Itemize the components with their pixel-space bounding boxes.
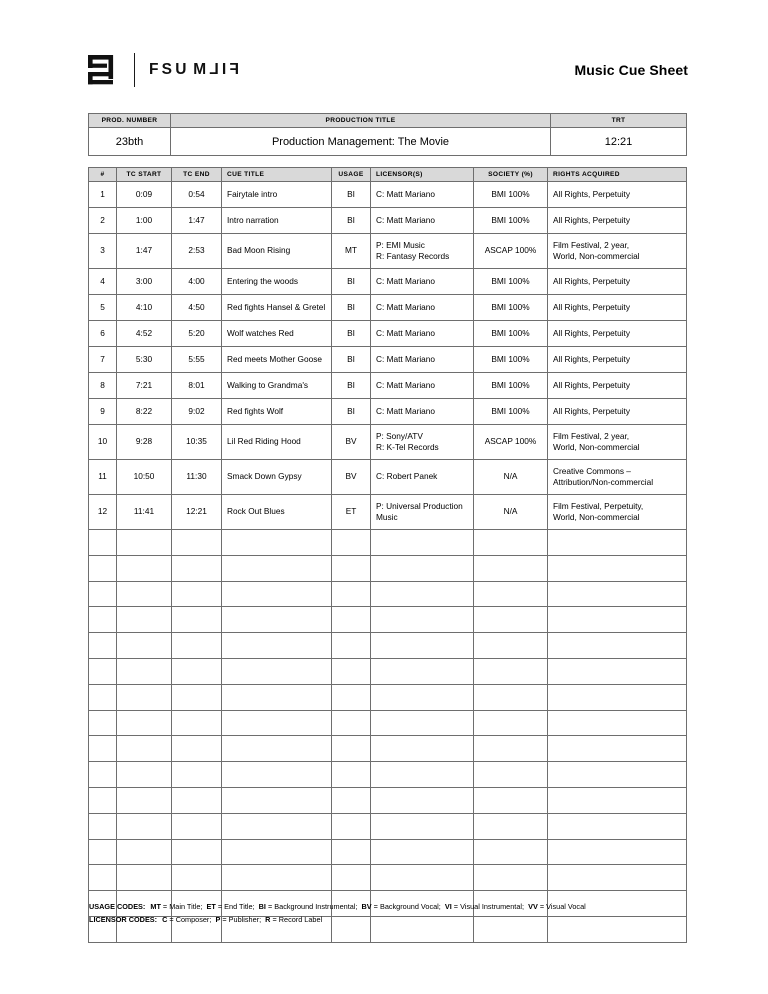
cell-cue-title: Walking to Grandma's bbox=[222, 373, 332, 399]
cell-tc-start: 7:21 bbox=[117, 373, 172, 399]
cell-licensors bbox=[371, 813, 474, 839]
cell-row-number bbox=[89, 710, 117, 736]
cell-row-number bbox=[89, 555, 117, 581]
cell-licensors: C: Matt Mariano bbox=[371, 373, 474, 399]
cell-rights-acquired bbox=[548, 555, 687, 581]
cell-row-number bbox=[89, 839, 117, 865]
code-desc: = Record Label bbox=[270, 914, 323, 924]
cell-usage bbox=[332, 762, 371, 788]
table-row[interactable] bbox=[89, 347, 687, 373]
cell-licensors: C: Robert Panek bbox=[371, 460, 474, 495]
cell-tc-start bbox=[117, 555, 172, 581]
cell-licensors bbox=[371, 736, 474, 762]
cue-table-header-row bbox=[89, 168, 687, 182]
table-row-empty[interactable] bbox=[89, 839, 687, 865]
table-row-empty[interactable] bbox=[89, 658, 687, 684]
cell-cue-title bbox=[222, 607, 332, 633]
table-row-empty[interactable] bbox=[89, 762, 687, 788]
usage-codes-label: USAGE CODES: bbox=[89, 902, 146, 911]
cell-cue-title: Red fights Hansel & Gretel bbox=[222, 295, 332, 321]
col-rights-acquired: RIGHTS ACQUIRED bbox=[548, 168, 687, 182]
usage-codes-items bbox=[150, 902, 585, 911]
cell-tc-end: 11:30 bbox=[172, 460, 222, 495]
col-prod-number: PROD. NUMBER bbox=[89, 114, 171, 128]
cell-licensors: P: Sony/ATV R: K-Tel Records bbox=[371, 425, 474, 460]
cell-usage: BI bbox=[332, 182, 371, 208]
cell-tc-start bbox=[117, 710, 172, 736]
cell-tc-start bbox=[117, 684, 172, 710]
cell-cue-title bbox=[222, 839, 332, 865]
cell-usage: BI bbox=[332, 373, 371, 399]
cell-usage bbox=[332, 581, 371, 607]
cell-usage bbox=[332, 813, 371, 839]
cell-society: ASCAP 100% bbox=[474, 234, 548, 269]
cell-row-number: 9 bbox=[89, 399, 117, 425]
cell-rights-acquired: All Rights, Perpetuity bbox=[548, 399, 687, 425]
cell-licensors bbox=[371, 762, 474, 788]
table-row-empty[interactable] bbox=[89, 684, 687, 710]
cell-licensors: C: Matt Mariano bbox=[371, 399, 474, 425]
usage-codes-line bbox=[89, 901, 689, 914]
cell-rights-acquired bbox=[548, 736, 687, 762]
cell-usage: MT bbox=[332, 234, 371, 269]
cell-rights-acquired: All Rights, Perpetuity bbox=[548, 208, 687, 234]
production-info-table bbox=[88, 113, 687, 156]
cell-usage: BI bbox=[332, 399, 371, 425]
cell-society: BMI 100% bbox=[474, 208, 548, 234]
production-header-row bbox=[89, 114, 687, 128]
cell-usage bbox=[332, 658, 371, 684]
cell-society: BMI 100% bbox=[474, 269, 548, 295]
cell-rights-acquired: All Rights, Perpetuity bbox=[548, 295, 687, 321]
cell-tc-end bbox=[172, 633, 222, 659]
table-row-empty[interactable] bbox=[89, 787, 687, 813]
cell-tc-start bbox=[117, 839, 172, 865]
document-header bbox=[88, 46, 688, 94]
production-value-row bbox=[89, 128, 687, 156]
cell-row-number bbox=[89, 813, 117, 839]
code-bi: BI bbox=[258, 902, 266, 911]
cell-usage bbox=[332, 839, 371, 865]
cell-rights-acquired: All Rights, Perpetuity bbox=[548, 321, 687, 347]
cell-society bbox=[474, 684, 548, 710]
cell-society bbox=[474, 658, 548, 684]
cell-tc-end: 5:55 bbox=[172, 347, 222, 373]
table-row-empty[interactable] bbox=[89, 813, 687, 839]
cell-row-number: 4 bbox=[89, 269, 117, 295]
cell-row-number: 8 bbox=[89, 373, 117, 399]
cell-tc-start: 4:52 bbox=[117, 321, 172, 347]
cell-cue-title: Smack Down Gypsy bbox=[222, 460, 332, 495]
table-row-empty[interactable] bbox=[89, 710, 687, 736]
table-row[interactable] bbox=[89, 269, 687, 295]
table-row[interactable] bbox=[89, 495, 687, 530]
cell-usage bbox=[332, 555, 371, 581]
code-mt: MT bbox=[150, 902, 161, 911]
cell-licensors: C: Matt Mariano bbox=[371, 269, 474, 295]
cell-tc-end bbox=[172, 555, 222, 581]
cell-row-number bbox=[89, 530, 117, 556]
cell-tc-start: 9:28 bbox=[117, 425, 172, 460]
cell-row-number: 2 bbox=[89, 208, 117, 234]
cell-tc-end: 5:20 bbox=[172, 321, 222, 347]
cell-society: BMI 100% bbox=[474, 321, 548, 347]
cell-society: BMI 100% bbox=[474, 399, 548, 425]
cell-society: N/A bbox=[474, 495, 548, 530]
licensor-codes-label: LICENSOR CODES: bbox=[89, 914, 158, 924]
table-row-empty[interactable] bbox=[89, 530, 687, 556]
cell-cue-title bbox=[222, 762, 332, 788]
table-row-empty[interactable] bbox=[89, 633, 687, 659]
cell-cue-title: Entering the woods bbox=[222, 269, 332, 295]
col-usage: USAGE bbox=[332, 168, 371, 182]
cell-rights-acquired: Film Festival, Perpetuity, World, Non-commercial bbox=[548, 495, 687, 530]
cell-society bbox=[474, 762, 548, 788]
cell-cue-title bbox=[222, 787, 332, 813]
cell-cue-title bbox=[222, 658, 332, 684]
cell-cue-title: Bad Moon Rising bbox=[222, 234, 332, 269]
table-row[interactable] bbox=[89, 234, 687, 269]
cell-usage bbox=[332, 865, 371, 891]
cell-row-number: 6 bbox=[89, 321, 117, 347]
cell-cue-title bbox=[222, 633, 332, 659]
cell-licensors bbox=[371, 787, 474, 813]
cell-row-number bbox=[89, 607, 117, 633]
cell-tc-start bbox=[117, 658, 172, 684]
cell-rights-acquired bbox=[548, 530, 687, 556]
cell-society: BMI 100% bbox=[474, 182, 548, 208]
cell-society bbox=[474, 555, 548, 581]
cell-society: ASCAP 100% bbox=[474, 425, 548, 460]
cell-tc-start: 8:22 bbox=[117, 399, 172, 425]
cell-row-number: 11 bbox=[89, 460, 117, 495]
cell-tc-end: 10:35 bbox=[172, 425, 222, 460]
cell-cue-title bbox=[222, 684, 332, 710]
cell-licensors bbox=[371, 684, 474, 710]
cell-cue-title bbox=[222, 581, 332, 607]
code-desc: = Main Title; bbox=[160, 902, 207, 911]
cell-cue-title: Lil Red Riding Hood bbox=[222, 425, 332, 460]
cell-tc-start bbox=[117, 607, 172, 633]
col-tc-start: TC START bbox=[117, 168, 172, 182]
cell-row-number bbox=[89, 633, 117, 659]
cell-society bbox=[474, 607, 548, 633]
licensor-codes-line bbox=[89, 914, 689, 927]
cell-usage bbox=[332, 607, 371, 633]
col-row-number: # bbox=[89, 168, 117, 182]
cell-tc-end bbox=[172, 710, 222, 736]
cell-rights-acquired: All Rights, Perpetuity bbox=[548, 269, 687, 295]
cell-row-number bbox=[89, 787, 117, 813]
cell-society bbox=[474, 813, 548, 839]
cell-society bbox=[474, 581, 548, 607]
cell-licensors: C: Matt Mariano bbox=[371, 182, 474, 208]
brand-divider bbox=[134, 53, 135, 87]
col-trt: TRT bbox=[551, 114, 687, 128]
cell-licensors bbox=[371, 865, 474, 891]
cell-cue-title bbox=[222, 555, 332, 581]
cell-row-number: 7 bbox=[89, 347, 117, 373]
cell-rights-acquired bbox=[548, 839, 687, 865]
cell-usage: BI bbox=[332, 347, 371, 373]
cell-licensors bbox=[371, 530, 474, 556]
cell-tc-end bbox=[172, 530, 222, 556]
table-row-empty[interactable] bbox=[89, 736, 687, 762]
cell-cue-title: Intro narration bbox=[222, 208, 332, 234]
cell-licensors: C: Matt Mariano bbox=[371, 208, 474, 234]
cell-tc-end bbox=[172, 762, 222, 788]
code-desc: = Background Vocal; bbox=[371, 902, 445, 911]
licensor-codes-items bbox=[162, 915, 322, 924]
cell-usage bbox=[332, 710, 371, 736]
col-cue-title: CUE TITLE bbox=[222, 168, 332, 182]
cell-tc-start: 10:50 bbox=[117, 460, 172, 495]
cell-tc-end bbox=[172, 787, 222, 813]
code-et: ET bbox=[206, 902, 216, 911]
cell-usage bbox=[332, 530, 371, 556]
cell-tc-start: 4:10 bbox=[117, 295, 172, 321]
table-row[interactable] bbox=[89, 295, 687, 321]
cell-tc-end: 2:53 bbox=[172, 234, 222, 269]
cell-rights-acquired bbox=[548, 787, 687, 813]
cell-rights-acquired bbox=[548, 813, 687, 839]
cell-licensors: P: Universal Production Music bbox=[371, 495, 474, 530]
cell-usage: BI bbox=[332, 208, 371, 234]
cell-tc-start bbox=[117, 581, 172, 607]
table-row[interactable] bbox=[89, 373, 687, 399]
cell-rights-acquired bbox=[548, 607, 687, 633]
cell-row-number bbox=[89, 658, 117, 684]
prod-number-value: 23bth bbox=[89, 128, 171, 156]
cell-tc-start: 3:00 bbox=[117, 269, 172, 295]
music-cue-table bbox=[88, 167, 687, 943]
cell-cue-title bbox=[222, 530, 332, 556]
cell-tc-start bbox=[117, 762, 172, 788]
cell-cue-title: Wolf watches Red bbox=[222, 321, 332, 347]
cell-licensors: C: Matt Mariano bbox=[371, 321, 474, 347]
cell-tc-end: 12:21 bbox=[172, 495, 222, 530]
cell-rights-acquired: All Rights, Perpetuity bbox=[548, 182, 687, 208]
cell-society bbox=[474, 839, 548, 865]
cell-tc-end bbox=[172, 684, 222, 710]
cell-society bbox=[474, 710, 548, 736]
table-row[interactable] bbox=[89, 399, 687, 425]
code-desc: = Background Instrumental; bbox=[265, 902, 362, 911]
fsu-film-brand bbox=[88, 50, 239, 90]
cell-tc-start bbox=[117, 865, 172, 891]
cell-usage bbox=[332, 684, 371, 710]
cell-rights-acquired: All Rights, Perpetuity bbox=[548, 373, 687, 399]
cell-row-number: 10 bbox=[89, 425, 117, 460]
cell-tc-end: 1:47 bbox=[172, 208, 222, 234]
cell-society: BMI 100% bbox=[474, 347, 548, 373]
table-row-empty[interactable] bbox=[89, 865, 687, 891]
fsu-film-logo-mark bbox=[88, 55, 120, 85]
code-desc: = Composer; bbox=[167, 914, 216, 924]
cell-society bbox=[474, 633, 548, 659]
code-p: P bbox=[215, 914, 221, 924]
cell-tc-start bbox=[117, 787, 172, 813]
cell-rights-acquired bbox=[548, 581, 687, 607]
cell-rights-acquired bbox=[548, 710, 687, 736]
cell-usage bbox=[332, 787, 371, 813]
cell-tc-start bbox=[117, 633, 172, 659]
cell-rights-acquired: Film Festival, 2 year, World, Non-commercial bbox=[548, 425, 687, 460]
table-row-empty[interactable] bbox=[89, 581, 687, 607]
cell-licensors: C: Matt Mariano bbox=[371, 295, 474, 321]
cell-row-number bbox=[89, 865, 117, 891]
cell-row-number: 3 bbox=[89, 234, 117, 269]
cell-usage: BI bbox=[332, 269, 371, 295]
table-row[interactable] bbox=[89, 182, 687, 208]
cell-society: BMI 100% bbox=[474, 295, 548, 321]
cell-tc-start bbox=[117, 736, 172, 762]
cell-tc-end: 4:00 bbox=[172, 269, 222, 295]
cell-rights-acquired: Film Festival, 2 year, World, Non-commercial bbox=[548, 234, 687, 269]
code-desc: = Visual Vocal bbox=[537, 902, 586, 911]
cell-cue-title: Fairytale intro bbox=[222, 182, 332, 208]
table-row[interactable] bbox=[89, 321, 687, 347]
table-row[interactable] bbox=[89, 460, 687, 495]
cell-tc-start: 1:00 bbox=[117, 208, 172, 234]
cell-rights-acquired: All Rights, Perpetuity bbox=[548, 347, 687, 373]
legend-codes bbox=[89, 901, 689, 926]
cell-society bbox=[474, 530, 548, 556]
cell-tc-end bbox=[172, 607, 222, 633]
col-tc-end: TC END bbox=[172, 168, 222, 182]
cell-cue-title bbox=[222, 710, 332, 736]
wordmark-fsu: FSU bbox=[149, 61, 190, 79]
cell-cue-title bbox=[222, 736, 332, 762]
col-production-title: PRODUCTION TITLE bbox=[171, 114, 551, 128]
cell-row-number bbox=[89, 736, 117, 762]
cell-tc-end bbox=[172, 736, 222, 762]
cell-society bbox=[474, 865, 548, 891]
cell-society: BMI 100% bbox=[474, 373, 548, 399]
cell-licensors: P: EMI Music R: Fantasy Records bbox=[371, 234, 474, 269]
cell-cue-title: Rock Out Blues bbox=[222, 495, 332, 530]
cell-society bbox=[474, 736, 548, 762]
table-row-empty[interactable] bbox=[89, 607, 687, 633]
cell-tc-end bbox=[172, 581, 222, 607]
cell-tc-end bbox=[172, 813, 222, 839]
cell-usage bbox=[332, 633, 371, 659]
cell-licensors bbox=[371, 658, 474, 684]
trt-value: 12:21 bbox=[551, 128, 687, 156]
cell-rights-acquired bbox=[548, 762, 687, 788]
cell-cue-title: Red fights Wolf bbox=[222, 399, 332, 425]
cell-usage: BV bbox=[332, 425, 371, 460]
cell-tc-start: 1:47 bbox=[117, 234, 172, 269]
code-desc: = Publisher; bbox=[220, 914, 266, 924]
cell-rights-acquired bbox=[548, 658, 687, 684]
fsu-film-wordmark bbox=[149, 62, 239, 78]
cell-usage: ET bbox=[332, 495, 371, 530]
cell-row-number: 12 bbox=[89, 495, 117, 530]
cell-tc-start: 11:41 bbox=[117, 495, 172, 530]
page-title: Music Cue Sheet bbox=[574, 62, 688, 78]
cell-tc-end bbox=[172, 658, 222, 684]
cell-tc-end bbox=[172, 865, 222, 891]
cell-row-number bbox=[89, 581, 117, 607]
cell-rights-acquired bbox=[548, 865, 687, 891]
cell-row-number bbox=[89, 762, 117, 788]
cell-cue-title bbox=[222, 813, 332, 839]
cell-tc-end: 9:02 bbox=[172, 399, 222, 425]
cell-rights-acquired bbox=[548, 633, 687, 659]
table-row-empty[interactable] bbox=[89, 555, 687, 581]
code-desc: = End Title; bbox=[215, 902, 259, 911]
wordmark-film-mirrored: FILM bbox=[189, 61, 239, 79]
cell-society: N/A bbox=[474, 460, 548, 495]
cell-tc-end: 0:54 bbox=[172, 182, 222, 208]
col-society: SOCIETY (%) bbox=[474, 168, 548, 182]
cell-row-number: 1 bbox=[89, 182, 117, 208]
cell-licensors: C: Matt Mariano bbox=[371, 347, 474, 373]
cell-cue-title: Red meets Mother Goose bbox=[222, 347, 332, 373]
cell-licensors bbox=[371, 710, 474, 736]
cell-tc-end: 4:50 bbox=[172, 295, 222, 321]
cell-tc-start bbox=[117, 813, 172, 839]
table-row[interactable] bbox=[89, 208, 687, 234]
cell-rights-acquired bbox=[548, 684, 687, 710]
cell-usage: BV bbox=[332, 460, 371, 495]
cell-society bbox=[474, 787, 548, 813]
code-bv: BV bbox=[361, 902, 372, 911]
production-title-value: Production Management: The Movie bbox=[171, 128, 551, 156]
table-row[interactable] bbox=[89, 425, 687, 460]
cell-licensors bbox=[371, 839, 474, 865]
col-licensors: LICENSOR(S) bbox=[371, 168, 474, 182]
code-c: C bbox=[162, 914, 168, 924]
cell-rights-acquired: Creative Commons – Attribution/Non-commercial bbox=[548, 460, 687, 495]
cell-tc-start bbox=[117, 530, 172, 556]
code-vv: VV bbox=[528, 902, 538, 911]
cell-licensors bbox=[371, 581, 474, 607]
cell-usage: BI bbox=[332, 295, 371, 321]
cell-tc-start: 0:09 bbox=[117, 182, 172, 208]
code-vi: VI bbox=[444, 902, 452, 911]
cell-tc-end: 8:01 bbox=[172, 373, 222, 399]
cell-row-number bbox=[89, 684, 117, 710]
cell-tc-start: 5:30 bbox=[117, 347, 172, 373]
code-r: R bbox=[265, 914, 271, 924]
cell-usage: BI bbox=[332, 321, 371, 347]
cell-cue-title bbox=[222, 865, 332, 891]
cell-licensors bbox=[371, 633, 474, 659]
cell-usage bbox=[332, 736, 371, 762]
cue-table-body bbox=[89, 182, 687, 943]
cell-tc-end bbox=[172, 839, 222, 865]
cell-licensors bbox=[371, 607, 474, 633]
code-desc: = Visual Instrumental; bbox=[451, 902, 529, 911]
cell-row-number: 5 bbox=[89, 295, 117, 321]
cell-licensors bbox=[371, 555, 474, 581]
